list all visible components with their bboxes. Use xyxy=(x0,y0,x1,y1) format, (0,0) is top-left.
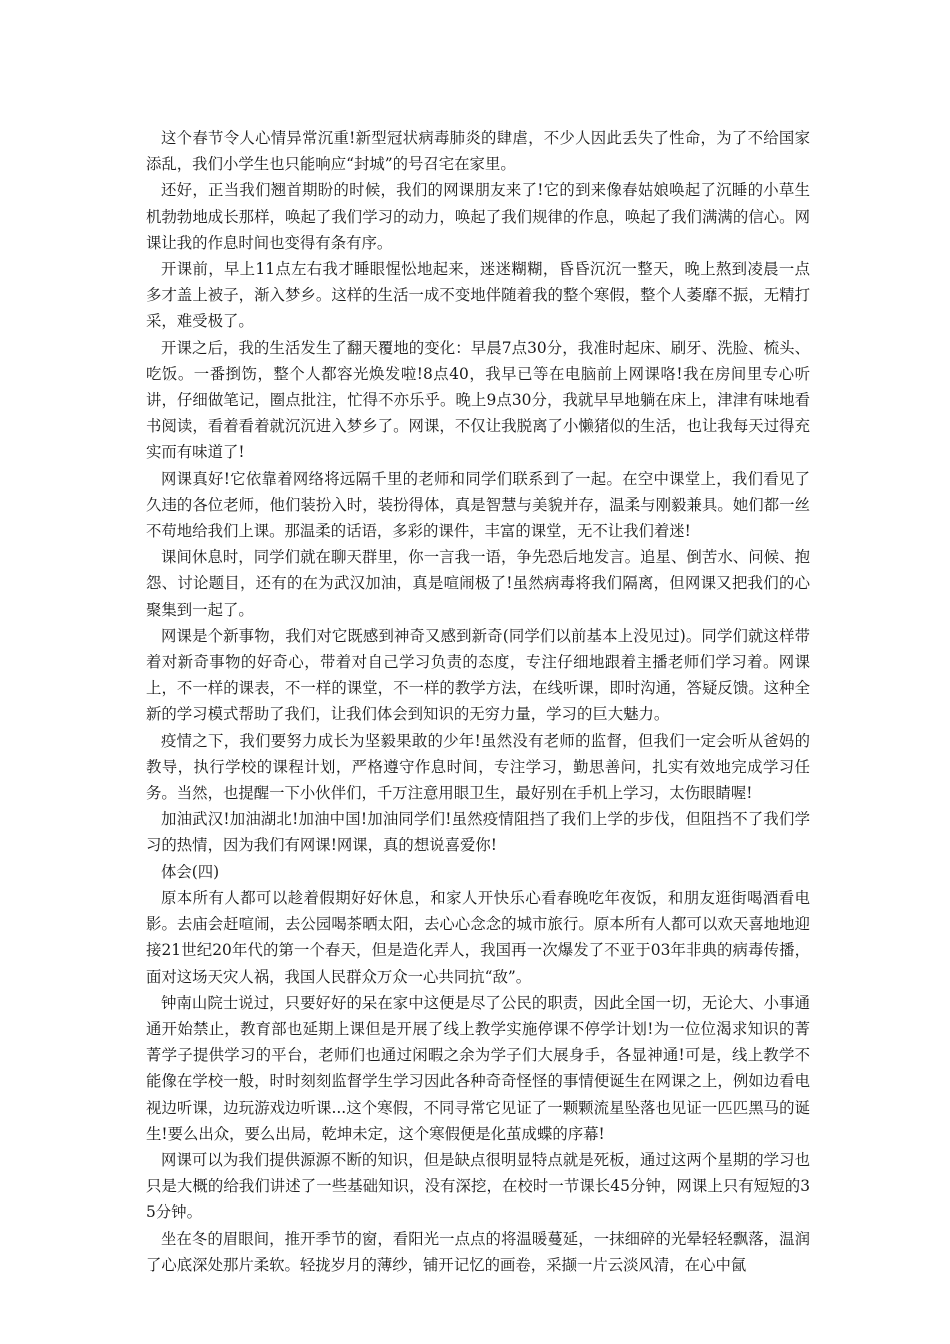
document-body xyxy=(146,125,810,1278)
paragraph: 网课是个新事物，我们对它既感到神奇又感到新奇(同学们以前基本上没见过)。同学们就这样带着对新奇事物的好奇心，带着对自己学习负责的态度，专注仔细地跟着主播老师们学习着。网课上，不一样的课表，不一样的课堂，不一样的教学方法，在线听课，即时沟通，答疑反馈。这种全新的学习模式帮助了我们，让我们体会到知识的无穷力量，学习的巨大魅力。 xyxy=(146,626,810,724)
paragraph: 网课可以为我们提供源源不断的知识，但是缺点很明显特点就是死板，通过这两个星期的学习也只是大概的给我们讲述了一些基础知识，没有深挖，在校时一节课长45分钟，网课上只有短短的35分钟。 xyxy=(146,1150,810,1222)
paragraph: 课间休息时，同学们就在聊天群里，你一言我一语，争先恐后地发言。追星、倒苦水、问候、抱怨、讨论题目，还有的在为武汉加油，真是喧闹极了!虽然病毒将我们隔离，但网课又把我们的心聚集到一起了。 xyxy=(146,548,810,619)
paragraph: 钟南山院士说过，只要好好的呆在家中这便是尽了公民的职责，因此全国一切，无论大、小事通通开始禁止，教育部也延期上课但是开展了线上教学实施停课不停学计划!为一位位渴求知识的菁菁学子提供学习的平台，老师们也通过闲暇之余为学子们大展身手，各显神通!可是，线上教学不能像在学校一般，时时刻刻监督学生学习因此各种奇奇怪怪的事情便诞生在网课之上，例如边看电视边听课，边玩游戏边听课...这个寒假，不同寻常它见证了一颗颗流星坠落也见证一匹匹黑马的诞生!要么出众，要么出局，乾坤未定，这个寒假便是化茧成蝶的序幕! xyxy=(146,993,810,1143)
paragraph: 原本所有人都可以趁着假期好好休息，和家人开快乐心看春晚吃年夜饭，和朋友逛街喝酒看电影。去庙会赶喧闹，去公园喝茶晒太阳，去心心念念的城市旅行。原本所有人都可以欢天喜地地迎接21世纪20年代的第一个春天，但是造化弄人，我国再一次爆发了不亚于03年非典的病毒传播，面对这场天灾人祸，我国人民群众万众一心共同抗“敌”。 xyxy=(146,888,810,986)
paragraph: 开课前，早上11点左右我才睡眼惺忪地起来，迷迷糊糊，昏昏沉沉一整天，晚上熬到凌晨一点多才盖上被子，渐入梦乡。这样的生活一成不变地伴随着我的整个寒假，整个人萎靡不振，无精打采，难受极了。 xyxy=(146,260,810,331)
paragraph: 疫情之下，我们要努力成长为坚毅果敢的少年!虽然没有老师的监督，但我们一定会听从爸妈的教导，执行学校的课程计划，严格遵守作息时间，专注学习，勤思善问，扎实有效地完成学习任务。当然，也提醒一下小伙伴们，千万注意用眼卫生，最好别在手机上学习，太伤眼睛喔! xyxy=(146,731,810,803)
paragraph: 网课真好!它依靠着网络将远隔千里的老师和同学们联系到了一起。在空中课堂上，我们看见了久违的各位老师，他们装扮入时，装扮得体，真是智慧与美貌并存，温柔与刚毅兼具。她们都一丝不苟地给我们上课。那温柔的话语，多彩的课件，丰富的课堂，无不让我们着迷! xyxy=(146,469,810,541)
paragraph: 加油武汉!加油湖北!加油中国!加油同学们!虽然疫情阻挡了我们上学的步伐，但阻挡不了我们学习的热情，因为我们有网课!网课，真的想说喜爱你! xyxy=(146,810,810,855)
paragraph: 开课之后，我的生活发生了翻天覆地的变化：早晨7点30分，我准时起床、刷牙、洗脸、梳头、吃饭。一番捯饬，整个人都容光焕发啦!8点40，我早已等在电脑前上网课咯!我在房间里专心听讲，仔细做笔记，圈点批注，忙得不亦乐乎。晚上9点30分，我就早早地躺在床上，津津有味地看书阅读，看着看着就沉沉进入梦乡了。网课，不仅让我脱离了小懒猪似的生活，也让我每天过得充实而有味道了! xyxy=(146,338,810,462)
section-heading: 体会(四) xyxy=(161,862,220,881)
paragraph: 坐在冬的眉眼间，推开季节的窗，看阳光一点点的将温暖蔓延，一抹细碎的光晕轻轻飘落，温润了心底深处那片柔软。轻拢岁月的薄纱，铺开记忆的画卷，采撷一片云淡风清，在心中氤 xyxy=(146,1229,810,1274)
paragraph: 还好，正当我们翘首期盼的时候，我们的网课朋友来了!它的到来像春姑娘唤起了沉睡的小草生机勃勃地成长那样，唤起了我们学习的动力，唤起了我们规律的作息，唤起了我们满满的信心。网课让我的作息时间也变得有条有序。 xyxy=(146,181,810,252)
paragraph: 这个春节令人心情异常沉重!新型冠状病毒肺炎的肆虐，不少人因此丢失了性命，为了不给国家添乱，我们小学生也只能响应“封城”的号召宅在家里。 xyxy=(146,129,810,174)
